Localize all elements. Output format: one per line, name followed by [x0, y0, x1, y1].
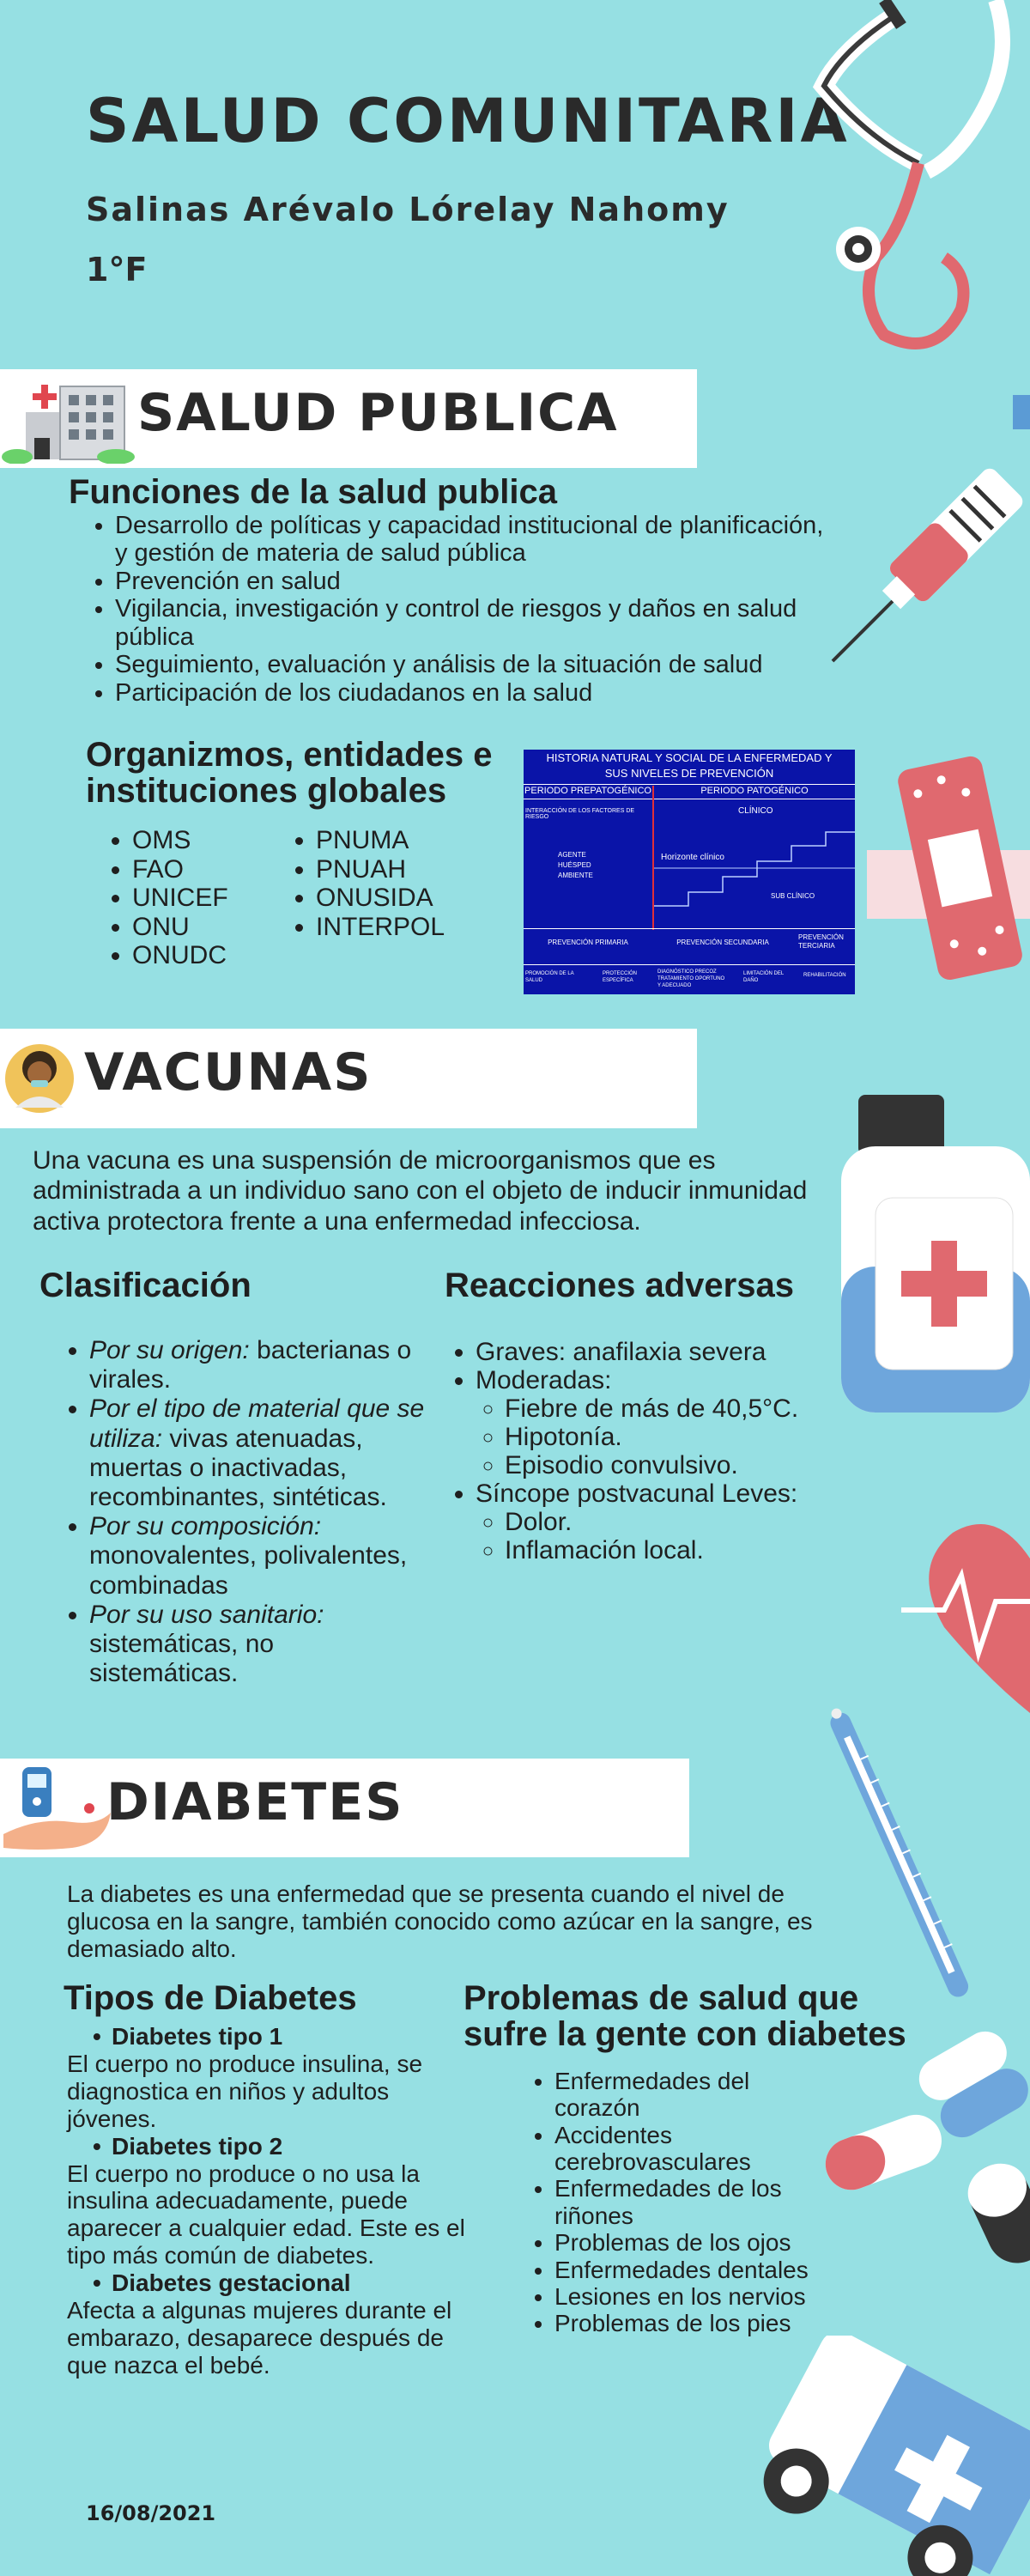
diagram-prepatogenico: PERIODO PREPATOGÉNICO	[524, 786, 651, 796]
diagram-b1b: SALUD	[525, 978, 543, 983]
list-item: ◦ Episodio convulsivo.	[505, 1451, 841, 1479]
list-item	[476, 1366, 841, 1479]
clasificacion-label: Por el tipo de material que se utiliza:	[89, 1394, 425, 1453]
tipos-title: Tipos de Diabetes	[64, 1979, 357, 2017]
clasificacion-title: Clasificación	[39, 1267, 251, 1304]
stethoscope-icon	[790, 0, 1030, 361]
diabetes-intro: La diabetes es una enfermedad que se presenta cuando el nivel de glucosa en la sangre, también conocido como azúcar en la sangre, es demasiado alto.	[67, 1880, 813, 1962]
list-item: ◦ Dolor.	[505, 1508, 841, 1536]
diagram-title-2: SUS NIVELES DE PREVENCIÓN	[604, 767, 774, 780]
list-item: • FAO	[132, 855, 275, 884]
diagram-clinico: CLÍNICO	[738, 806, 773, 816]
list-item: • PNUAH	[316, 855, 476, 884]
ambulance-icon	[738, 2336, 1030, 2576]
glucometer-hand-icon	[3, 1765, 115, 1851]
organizmos-title: Organizmos, entidades e instituciones globales	[86, 736, 493, 810]
diagram-b3c: Y ADECUADO	[657, 983, 692, 988]
clasificacion-label: Por su uso sanitario:	[89, 1600, 324, 1629]
list-item: • ONU	[132, 913, 275, 942]
list-item: • Vigilancia, investigación y control de riesgos y daños en salud pública	[115, 595, 824, 651]
diagram-interaccion: INTERACCIÓN DE LOS FACTORES DE RIESGO	[525, 808, 635, 820]
list-item: • Problemas de los pies	[554, 2310, 817, 2336]
list-item: • ONUDC	[132, 941, 275, 970]
heart-icon	[893, 1507, 1030, 1722]
clasificacion-label: Por su composición:	[89, 1512, 322, 1541]
list-item: ◦ Inflamación local.	[505, 1536, 841, 1564]
clasificacion-list	[60, 1336, 429, 1688]
funciones-title: Funciones de la salud publica	[69, 473, 558, 511]
list-item: • Enfermedades de los riñones	[554, 2175, 817, 2229]
grade-label: 1°F	[86, 251, 148, 289]
list-item: ◦ Hipotonía.	[505, 1423, 841, 1451]
vacunas-intro: Una vacuna es una suspensión de microorganismos que es administrada a un individuo sano con el objeto de inducir inmunidad activa protectora frente a una enfermedad infecciosa.	[33, 1146, 808, 1236]
list-item: • Enfermedades dentales	[554, 2257, 817, 2283]
funciones-list	[86, 512, 824, 707]
diagram-b5: REHABILITACIÓN	[803, 973, 846, 978]
syringe-icon	[824, 395, 1030, 670]
clasificacion-text: sistemáticas, no sistemáticas.	[89, 1629, 275, 1688]
diagram-agente: AGENTE	[558, 851, 586, 859]
diagram-prev-primaria: PREVENCIÓN PRIMARIA	[548, 939, 628, 946]
list-item: • Participación de los ciudadanos en la salud	[115, 679, 824, 707]
tipo2-title: Diabetes tipo 2	[112, 2132, 283, 2160]
list-item	[476, 1479, 841, 1564]
problemas-title: Problemas de salud que sufre la gente con diabetes	[464, 1979, 906, 2053]
diagram-title-1: HISTORIA NATURAL Y SOCIAL DE LA ENFERMEDAD Y	[546, 751, 833, 764]
reacciones-list	[446, 1338, 841, 1564]
diagram-b4a: LIMITACIÓN DEL	[743, 971, 785, 976]
list-item: • Lesiones en los nervios	[554, 2283, 817, 2310]
diagram-b1a: PROMOCIÓN DE LA	[525, 971, 574, 976]
tipo2-text: El cuerpo no produce o no usa la insulina adecuadamente, puede aparecer a cualquier edad. Este es el tipo más común de diabetes.	[67, 2160, 465, 2269]
tipos-content	[67, 2023, 470, 2379]
clasificacion-text: vivas atenuadas, muertas o inactivadas, recombinantes, sintéticas.	[89, 1424, 387, 1511]
moderadas-label: Moderadas:	[476, 1366, 612, 1394]
page-title: SALUD COMUNITARIA	[86, 86, 850, 156]
diagram-b3b: TRATAMIENTO OPORTUNO	[657, 976, 725, 981]
tipo1-title: Diabetes tipo 1	[112, 2023, 283, 2050]
diagram-patogenico: PERIODO PATOGÉNICO	[700, 786, 809, 796]
list-item: • Accidentes cerebrovasculares	[554, 2122, 817, 2176]
list-item: • Graves: anafilaxia severa	[476, 1338, 841, 1366]
pills-icon	[807, 1992, 1030, 2267]
list-item	[89, 1601, 429, 1689]
clasificacion-text: monovalentes, polivalentes, combinadas	[89, 1541, 408, 1600]
diagram-line	[524, 784, 855, 785]
diabetes-heading: DIABETES	[106, 1772, 404, 1832]
list-item: ◦ Fiebre de más de 40,5°C.	[505, 1394, 841, 1423]
diagram-line	[524, 928, 855, 929]
list-item: • PNUMA	[316, 826, 476, 855]
author-name: Salinas Arévalo Lórelay Nahomy	[86, 191, 730, 228]
organizmos-list-1	[103, 826, 275, 970]
list-item: • Problemas de los ojos	[554, 2229, 817, 2256]
salud-publica-heading: SALUD PUBLICA	[137, 383, 619, 443]
diagram-steps	[654, 823, 855, 918]
list-item: • UNICEF	[132, 884, 275, 913]
diagram-prev-terciaria-1: PREVENCIÓN	[798, 933, 844, 941]
clasificacion-text: bacterianas o virales.	[89, 1336, 412, 1394]
diagram-subclinico: SUB CLÍNICO	[771, 892, 815, 900]
list-item: • INTERPOL	[316, 913, 476, 942]
list-item: • OMS	[132, 826, 275, 855]
diagram-b4b: DAÑO	[743, 978, 759, 983]
footer-date: 16/08/2021	[86, 2501, 216, 2525]
organizmos-list-2	[287, 826, 476, 941]
list-item: • Enfermedades del corazón	[554, 2068, 817, 2122]
list-item: • Desarrollo de políticas y capacidad institucional de planificación, y gestión de materia de salud pública	[115, 512, 824, 568]
hospital-icon	[0, 378, 137, 464]
tipo1-title-row: • Diabetes tipo 1	[93, 2023, 283, 2050]
diagram-horizonte: Horizonte clínico	[661, 853, 724, 862]
diagram-huesped: HUÉSPED	[558, 861, 591, 869]
bandage-icon	[858, 756, 1030, 996]
diagram-ambiente: AMBIENTE	[558, 872, 593, 879]
diagram-b2a: PROTECCIÓN	[603, 971, 638, 976]
gest-text: Afecta a algunas mujeres durante el embarazo, desaparece después de que nazca el bebé.	[67, 2297, 452, 2379]
problemas-list	[525, 2068, 817, 2337]
list-item: • Prevención en salud	[115, 568, 824, 595]
medicine-bottle-icon	[824, 1095, 1030, 1413]
diagram-prev-secundaria: PREVENCIÓN SECUNDARIA	[676, 939, 769, 946]
list-item	[89, 1512, 429, 1601]
tipo2-title-row: • Diabetes tipo 2	[93, 2132, 283, 2160]
list-item: • Seguimiento, evaluación y análisis de la situación de salud	[115, 651, 824, 678]
gest-title: Diabetes gestacional	[112, 2269, 351, 2297]
diagram-line	[524, 964, 855, 965]
doctor-avatar-icon	[3, 1042, 76, 1115]
gest-title-row: • Diabetes gestacional	[93, 2269, 351, 2297]
reacciones-title: Reacciones adversas	[445, 1267, 794, 1304]
list-item	[89, 1336, 429, 1394]
historia-natural-diagram	[524, 750, 855, 994]
diagram-prev-terciaria-2: TERCIARIA	[798, 942, 835, 950]
diagram-b2b: ESPECÍFICA	[603, 978, 633, 983]
diagram-b3a: DIAGNÓSTICO PRECOZ	[657, 969, 717, 975]
list-item: • ONUSIDA	[316, 884, 476, 913]
list-item	[89, 1394, 429, 1512]
tipo1-text: El cuerpo no produce insulina, se diagnostica en niños y adultos jóvenes.	[67, 2050, 423, 2132]
clasificacion-label: Por su origen:	[89, 1336, 250, 1364]
leves-label: Síncope postvacunal Leves:	[476, 1479, 798, 1508]
vacunas-heading: VACUNAS	[84, 1042, 373, 1103]
